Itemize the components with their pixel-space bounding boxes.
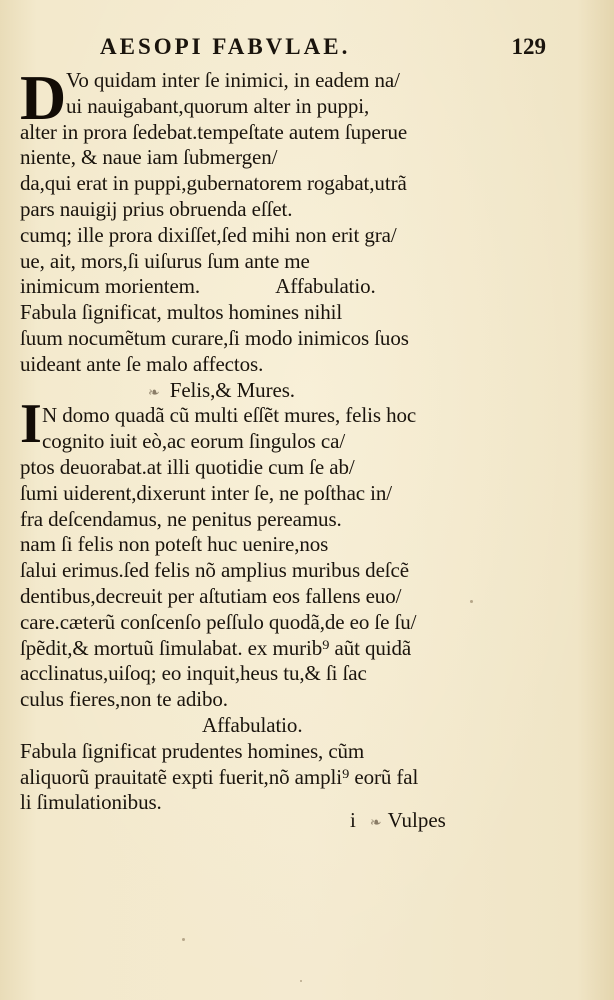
fable1-line: ui nauigabant,quorum alter in puppi,	[66, 93, 370, 118]
affabulatio-heading-1: Affabulatio.	[275, 274, 376, 299]
fable2-line: nam ſi felis non poteſt huc uenire,nos	[20, 532, 329, 557]
fable2-line: ptos deuorabat.at illi quotidie cum ſe ab/	[20, 454, 355, 479]
fable1-line: Vo quidam inter ſe inimici, in eadem na/	[66, 68, 400, 92]
fable2-moral-line: Fabula ſignificat prudentes homines, cũm	[20, 738, 365, 763]
fable2-line: ſpẽdit,& mortuũ ſimulabat. ex murib⁹ aũt quidã	[20, 635, 412, 660]
page-number: 129	[511, 34, 546, 59]
fable2-line: culus fieres,non te adibo.	[20, 687, 228, 712]
fable1-line: cumq; ille prora dixiſſet,ſed mihi non erit gra/	[20, 222, 397, 247]
fable2-line: ſumi uiderent,dixerunt inter ſe, ne poſthac in/	[20, 480, 393, 505]
fable1-line: pars nauigij prius obruenda eſſet.	[20, 196, 293, 221]
paper-speck	[300, 980, 302, 982]
catchword: Vulpes	[387, 808, 446, 832]
drop-cap-d: D	[20, 62, 67, 133]
affabulatio-heading-2: Affabulatio.	[202, 712, 303, 737]
fable2-line: dentibus,decreuit per aſtutiam eos fallens euo/	[20, 583, 402, 608]
fable2-title: Felis,& Mures.	[169, 377, 295, 402]
signature-mark: i	[350, 808, 356, 832]
fleuron-ornament: ❧	[148, 385, 162, 401]
fleuron-ornament: ❧	[369, 816, 382, 831]
fable2-moral-line: aliquorũ prauitatẽ expti fuerit,nõ ampli⁹ eorũ fal	[20, 764, 419, 789]
paper-speck	[470, 600, 473, 603]
fable1-line-last	[20, 274, 490, 300]
fable1-line: niente, & naue iam ſubmergen/	[20, 145, 278, 170]
paper-speck	[182, 938, 185, 941]
running-title: AESOPI FABVLAE.	[100, 34, 351, 59]
fable2-line: care.cæterũ conſcenſo peſſulo quodã,de eo ſe ſu/	[20, 609, 417, 634]
fable1-line: ue, ait, mors,ſi uiſurus ſum ante me	[20, 248, 310, 273]
fable2-line: fra deſcendamus, ne penitus pereamus.	[20, 506, 342, 531]
footer-catchword-row	[350, 808, 446, 833]
fable1-moral-line: uideant ante ſe malo affectos.	[20, 351, 264, 376]
text-block	[20, 62, 490, 816]
fable2-line: N domo quadã cũ multi eſſẽt mures, felis hoc	[42, 403, 417, 428]
fable2-line: acclinatus,uiſoq; eo inquit,heus tu,& ſi ſac	[20, 661, 367, 686]
fable1-line: inimicum morientem.	[20, 274, 201, 299]
fable2-moral-line: li ſimulationibus.	[20, 790, 162, 815]
fable1-line: da,qui erat in puppi,gubernatorem rogabat,utrã	[20, 171, 407, 196]
fable1-moral-line: ſuum nocumẽtum curare,ſi modo inimicos ſuos	[20, 325, 409, 350]
fable1-line: alter in prora ſedebat.tempeſtate autem ſuperue	[20, 119, 408, 144]
fable1-moral-line: Fabula ſignificat, multos homines nihil	[20, 300, 343, 325]
page-header	[100, 30, 580, 64]
fable2-line: ſalui erimus.ſed felis nõ amplius muribus deſcẽ	[20, 558, 409, 583]
drop-cap-i: I	[20, 393, 42, 455]
fable2-line: cognito iuit eò,ac eorum ſingulos ca/	[42, 429, 346, 454]
fable2-title-row	[20, 378, 490, 404]
